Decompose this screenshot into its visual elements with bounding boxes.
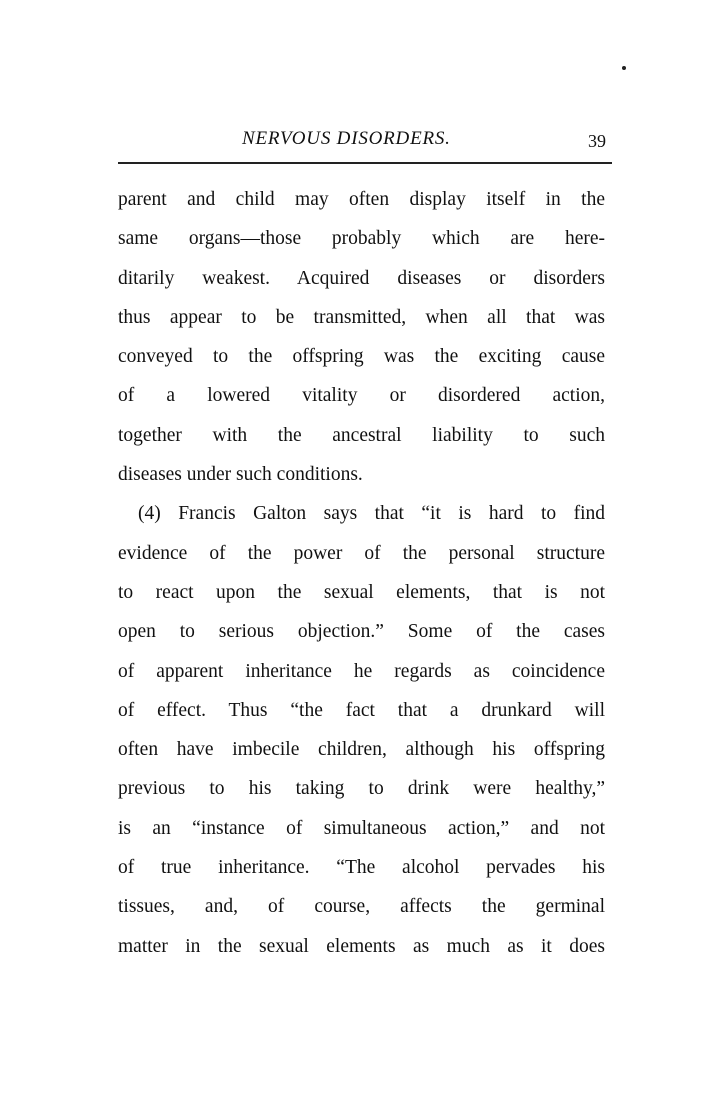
text-line: parent and child may often display itself in the [118, 189, 605, 210]
body-text [118, 180, 605, 966]
text-line: conveyed to the offspring was the exciting cause [118, 346, 605, 368]
text-line: often have imbecile children, although his offspring [118, 739, 605, 761]
text-line: of effect. Thus “the fact that a drunkard will [118, 699, 605, 721]
text-line: ditarily weakest. Acquired diseases or disorders [118, 267, 605, 289]
text-line: open to serious objection.” Some of the cases [118, 621, 605, 643]
text-line: of true inheritance. “The alcohol pervades his [118, 857, 605, 879]
text-line: of apparent inheritance he regards as coincidence [118, 660, 605, 682]
text-line: same organs—those probably which are here- [118, 228, 605, 250]
text-line: thus appear to be transmitted, when all that was [118, 306, 605, 328]
scan-speck [622, 66, 626, 70]
text-line: evidence of the power of the personal structure [118, 542, 605, 564]
header-rule [118, 162, 612, 164]
running-head [118, 128, 608, 156]
running-head-title: NERVOUS DISORDERS. [242, 128, 451, 149]
text-line: is an “instance of simultaneous action,” and not [118, 817, 605, 839]
text-line: (4) Francis Galton says that “it is hard to find [138, 503, 605, 525]
text-line: of a lowered vitality or disordered action, [118, 385, 605, 407]
text-line: diseases under such conditions. [118, 464, 363, 486]
text-line: matter in the sexual elements as much as it does [118, 935, 605, 957]
text-line: together with the ancestral liability to such [118, 424, 605, 446]
text-line: to react upon the sexual elements, that is not [118, 581, 605, 603]
page-number: 39 [588, 131, 606, 151]
text-line: previous to his taking to drink were healthy,” [118, 778, 605, 800]
text-line: tissues, and, of course, affects the germinal [118, 896, 605, 918]
